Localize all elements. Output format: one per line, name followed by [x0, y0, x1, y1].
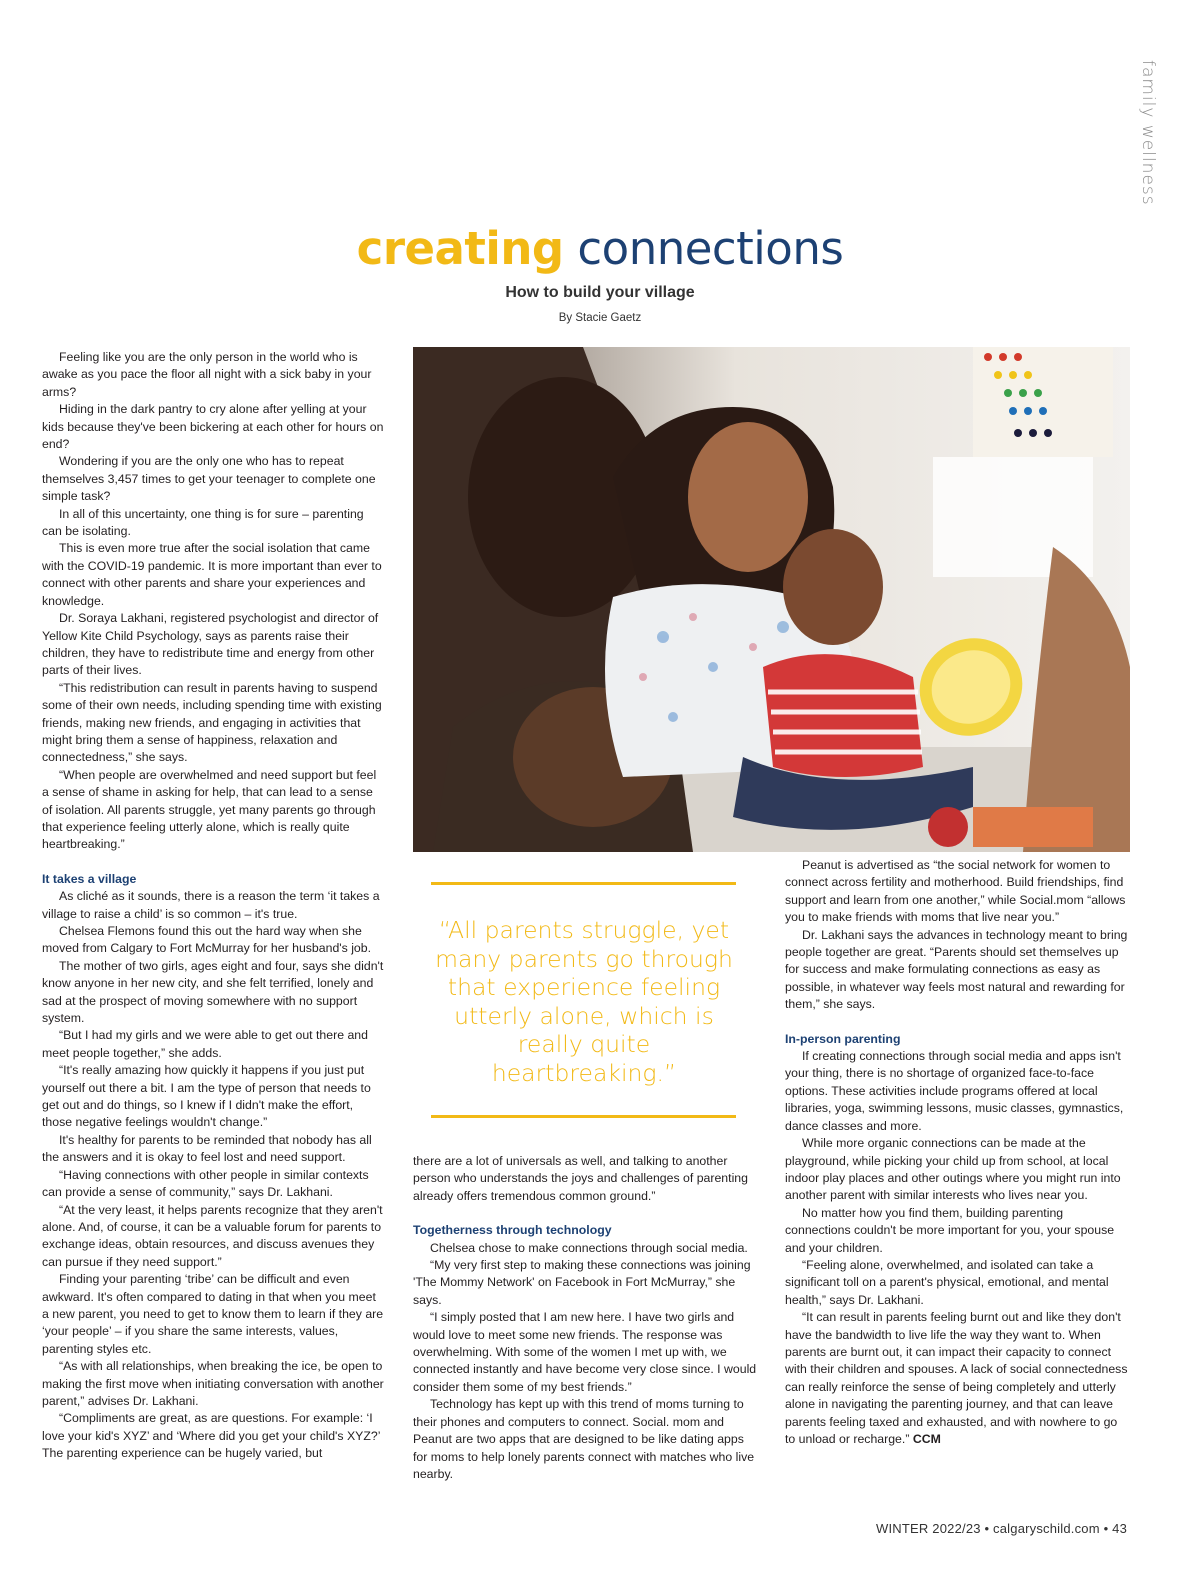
paragraph: “My very first step to making these connections was joining 'The Mommy Network' on Facebook in Fort McMurray,” she says.	[413, 1258, 751, 1307]
paragraph: Wondering if you are the only one who has to repeat themselves 3,457 times to get your teenager to complete one simple task?	[42, 454, 376, 504]
paragraph: As cliché as it sounds, there is a reason the term ‘it takes a village to raise a child’ is so common – it's true.	[42, 889, 380, 921]
paragraph: “I simply posted that I am new here. I have two girls and would love to meet some new friends. The response was overwhelming. With some of the women I met up with, we connected instantly and have become very close since. I would consider them some of my best friends.”	[413, 1310, 757, 1394]
paragraph: The mother of two girls, ages eight and four, says she didn't know anyone in her new city, and she felt terrified, lonely and sad at the prospect of moving somewhere with no support system.	[42, 958, 384, 1026]
section-heading-it-takes-a-village: It takes a village	[42, 871, 137, 886]
headline-word-creating: creating	[356, 222, 564, 275]
paragraph: Peanut is advertised as “the social network for women to connect across fertility and motherhood. Build friendships, find support and learn from one another,” while Social.mom “allows you to make friends with moms that live near you.”	[785, 858, 1126, 925]
middle-column	[413, 1153, 759, 1483]
paragraph: there are a lot of universals as well, and talking to another person who understands the joys and challenges of parenting already offers tremendous common ground.”	[413, 1154, 748, 1203]
pullquote-rule-bottom	[431, 1115, 736, 1118]
section-heading-in-person-parenting: In-person parenting	[785, 1031, 901, 1046]
headline-word-connections: connections	[577, 222, 844, 275]
paragraph: “As with all relationships, when breaking the ice, be open to making the first move when initiating conversation with another parent,” advises Dr. Lakhani.	[42, 1359, 384, 1408]
family-photo	[413, 347, 1130, 852]
paragraph: “Having connections with other people in similar contexts can provide a sense of community,” says Dr. Lakhani.	[42, 1167, 369, 1200]
pullquote-rule-top	[431, 882, 736, 885]
paragraph: It's healthy for parents to be reminded that nobody has all the answers and it is okay to feel lost and need support.	[42, 1132, 372, 1165]
section-heading-togetherness-through-technology: Togetherness through technology	[413, 1223, 612, 1238]
paragraph: No matter how you find them, building parenting connections couldn't be more important for you, your spouse and your children.	[785, 1205, 1115, 1255]
byline: By Stacie Gaetz	[558, 312, 642, 324]
paragraph: Dr. Soraya Lakhani, registered psychologist and director of Yellow Kite Child Psychology, says as parents raise their children, they have to redistribute time and energy from other parts of their lives.	[42, 611, 379, 678]
final-paragraph-text: “It can result in parents feeling burnt out and like they don't have the bandwidth to live life the way they want to. When parents are burnt out, it can impact their capacity to connect with their children and spouses. A lack of social connectedness can really reinforce the sense of being completely and utterly alone in navigating the parenting journey, and that can leave parents feeling taxed and exhausted, and with nowhere to go to unload or recharge.”	[785, 1310, 1128, 1446]
paragraph: In all of this uncertainty, one thing is for sure – parenting can be isolating.	[42, 506, 364, 539]
pullquote: “All parents struggle, yet many parents go through that experience feeling utterly alone, which is really quite heartbreaking.”	[435, 916, 733, 1087]
paragraph: While more organic connections can be made at the playground, while picking your child up from school, at local indoor play places and other outings where you might run into another parent with similar interests who lives near you.	[785, 1136, 1121, 1203]
headline	[0, 222, 1200, 275]
paragraph: Technology has kept up with this trend of moms turning to their phones and computers to connect. Social. mom and Peanut are two apps that are designed to be like dating apps for moms to help lonely parents connect with matches who live nearby.	[413, 1397, 755, 1481]
paragraph: This is even more true after the social isolation that came with the COVID-19 pandemic. It is more important than ever to connect with other parents and share your experiences and knowledge.	[42, 541, 382, 608]
paragraph: Chelsea Flemons found this out the hard way when she moved from Calgary to Fort McMurray for her husband's job.	[42, 924, 372, 956]
page-footer: WINTER 2022/23 • calgaryschild.com • 43	[876, 1521, 1127, 1536]
subhead: How to build your village	[505, 284, 695, 301]
end-mark: CCM	[912, 1432, 941, 1446]
paragraph: “It's really amazing how quickly it happens if you just put yourself out there a bit. I am the type of person that needs to get out and do things, so I knew if I didn't make the effort, those negative feelings wouldn't change.”	[42, 1063, 371, 1130]
paragraph	[785, 1309, 1129, 1448]
paragraph: Finding your parenting ‘tribe’ can be difficult and even awkward. It's often compared to dating in that when you meet a new parent, you need to get to know them to learn if they are ‘your people’ – if you share the same interests, values, parenting styles etc.	[42, 1272, 384, 1356]
section-tag: family wellness	[1138, 60, 1158, 206]
left-column	[42, 349, 386, 1463]
paragraph: If creating connections through social media and apps isn't your thing, there is no shortage of organized face-to-face options. These activities include programs offered at local libraries, yoga, swimming lessons, music classes, gymnastics, dance classes and more.	[785, 1049, 1124, 1133]
paragraph: “Compliments are great, as are questions. For example: ‘I love your kid's XYZ’ and ‘Where did you get your child's XYZ?’ The parenting experience can be hugely varied, but	[42, 1411, 381, 1461]
paragraph: Chelsea chose to make connections through social media.	[430, 1240, 748, 1255]
paragraph: “This redistribution can result in parents having to suspend some of their own needs, including spending time with existing friends, making new friends, and engaging in activities that might bring them a sense of happiness, relaxation and connectedness,” she says.	[42, 680, 382, 765]
paragraph: Dr. Lakhani says the advances in technology meant to bring people together are great. “Parents should set themselves up for success and make formulating connections as easy as possible, in whatever way feels most natural and rewarding for them,” she says.	[785, 927, 1128, 1012]
paragraph: “Feeling alone, overwhelmed, and isolated can take a significant toll on a parent's physical, emotional, and mental health,” says Dr. Lakhani.	[785, 1257, 1109, 1307]
right-column	[785, 857, 1129, 1448]
paragraph: “When people are overwhelmed and need support but feel a sense of shame in asking for help, that can lead to a sense of isolation. All parents struggle, yet many parents go through that experience feeling utterly alone, which is really quite heartbreaking.”	[42, 767, 377, 852]
family-photo-illustration	[413, 347, 1130, 852]
paragraph: “But I had my girls and we were able to get out there and meet people together,” she adds.	[42, 1028, 368, 1060]
paragraph: “At the very least, it helps parents recognize that they aren't alone. And, of course, it can be a valuable forum for parents to exchange ideas, obtain resources, and discuss avenues they can pursue if they need support.”	[42, 1202, 383, 1269]
paragraph: Feeling like you are the only person in the world who is awake as you pace the floor all night with a sick baby in your arms?	[42, 350, 372, 399]
paragraph: Hiding in the dark pantry to cry alone after yelling at your kids because they've been bickering at each other for hours on end?	[42, 402, 384, 452]
